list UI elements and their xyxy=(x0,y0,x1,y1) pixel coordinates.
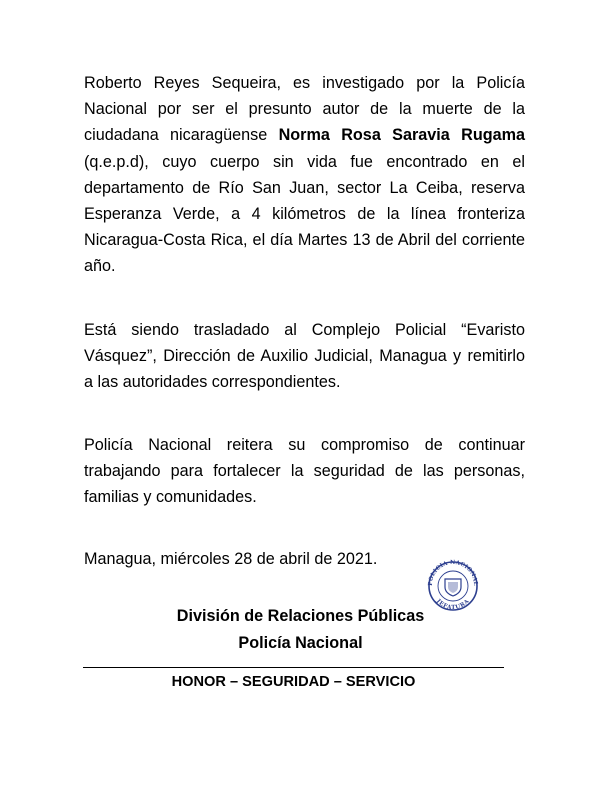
motto: HONOR – SEGURIDAD – SERVICIO xyxy=(171,674,416,690)
paragraph-investigation xyxy=(84,70,525,280)
signature-department: División de Relaciones Públicas xyxy=(176,607,425,625)
signature-institution: Policía Nacional xyxy=(238,634,363,652)
victim-name: Norma Rosa Saravia Rugama xyxy=(278,126,525,145)
signature-divider xyxy=(83,667,504,668)
paragraph-investigation-details: (q.e.p.d), cuyo cuerpo sin vida fue encontrado en el departamento de Río San Juan, sector La Ceiba, reserva Esperanza Verde, a 4 kilómetros de la línea fronteriza Nicaragua-Costa Rica, el día Martes 13 de Abril del corriente año. xyxy=(84,152,525,276)
svg-text:JEFATURA: JEFATURA xyxy=(435,598,471,611)
svg-text:POLICIA NACIONAL: POLICIA NACIONAL xyxy=(427,559,479,586)
dateline: Managua, miércoles 28 de abril de 2021. xyxy=(84,550,378,568)
paragraph-transfer: Está siendo trasladado al Complejo Policial “Evaristo Vásquez”, Dirección de Auxilio Judicial, Managua y remitirlo a las autoridades correspondientes. xyxy=(84,321,525,392)
paragraph-commitment: Policía Nacional reitera su compromiso de continuar trabajando para fortalecer la seguridad de las personas, familias y comunidades. xyxy=(84,436,525,507)
paragraph-investigation-intro: Roberto Reyes Sequeira, es investigado por la Policía Nacional por ser el presunto autor de la muerte de la ciudadana nicaragüense xyxy=(84,74,525,145)
